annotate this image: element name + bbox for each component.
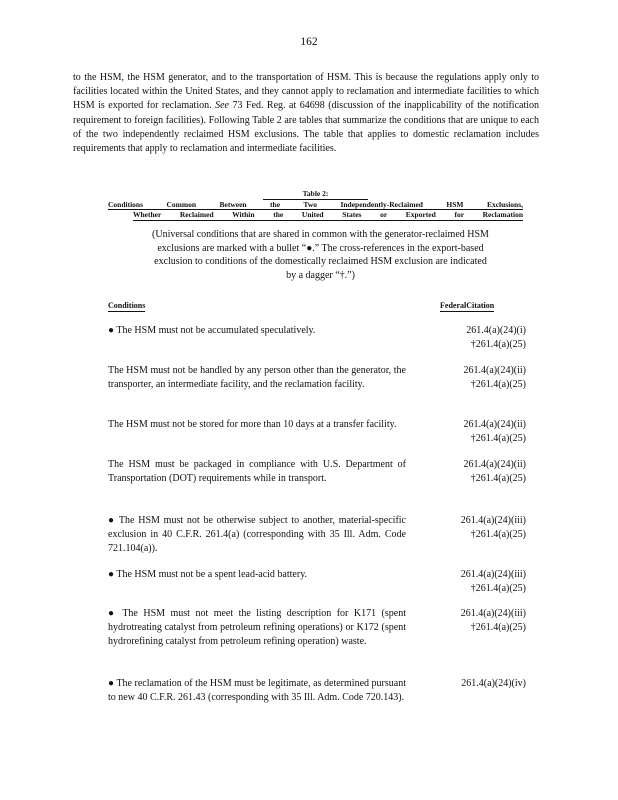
citation-dagger: †261.4(a)(25) [470,379,526,391]
table-caption-line-3: Whether Reclaimed Within the United States or Exported for Reclamation [133,210,523,219]
citation-dagger: †261.4(a)(25) [470,529,526,541]
citation-primary: 261.4(a)(24)(iii) [460,515,526,526]
row-citation [438,568,526,596]
row-condition: The HSM must be packaged in compliance with U.S. Department of Transportation (DOT) requirements while in transport. [108,459,406,485]
column-header-conditions: Conditions [108,301,146,310]
citation-dagger: †261.4(a)(25) [470,622,526,634]
citation-primary: 261.4(a)(24)(iv) [461,678,526,689]
citation-primary: 261.4(a)(24)(ii) [463,365,526,376]
row-condition: The HSM must not be handled by any person other than the generator, the transporter, an intermediate facility, and the reclamation facility. [108,365,406,391]
page-number: 162 [300,36,318,48]
citation-primary: 261.4(a)(24)(ii) [463,459,526,470]
citation-dagger: †261.4(a)(25) [470,433,526,445]
citation-dagger: †261.4(a)(25) [470,339,526,351]
row-condition: ● The HSM must not be a spent lead-acid battery. [108,569,308,580]
citation-dagger: †261.4(a)(25) [470,473,526,485]
citation-dagger: †261.4(a)(25) [470,583,526,595]
row-citation [438,324,526,352]
row-citation [438,514,526,542]
row-citation [438,364,526,392]
column-header-citation: FederalCitation [440,301,495,310]
citation-primary: 261.4(a)(24)(ii) [463,419,526,430]
row-condition: ● The HSM must not be accumulated speculatively. [108,325,316,336]
row-citation [438,607,526,635]
citation-primary: 261.4(a)(24)(iii) [460,608,526,619]
table-caption-line-1: Table 2: [263,189,368,200]
row-condition: The HSM must not be stored for more than 10 days at a transfer facility. [108,419,397,430]
row-citation [438,677,526,691]
see-signal: See [215,100,229,112]
table-caption-line-2: Conditions Common Between the Two Independently-Reclaimed HSM Exclusions, [108,200,523,209]
intro-text-2: 73 Fed. Reg. at 64698 (discussion of the inapplicability of the notification requirement to foreign facilities). Following Table 2 are tables that summarize the conditions that are unique to each of the two independently reclaimed HSM exclusions. The table that applies to domestic reclamation includes requirements that apply to reclamation and intermediate facilities. [73,100,540,155]
row-condition: ● The HSM must not be otherwise subject to another, material-specific exclusion in 40 C.F.R. 261.4(a) (corresponding with 35 Ill. Adm. Code 721.104(a)). [108,515,406,555]
row-citation [438,458,526,486]
table-note: (Universal conditions that are shared in common with the generator-reclaimed HSM exclusions are marked with a bullet “●.” The cross-references in the export-based exclusion to conditions of the domestically reclaimed HSM exclusion are indicated by a dagger “†.”) [152,229,489,281]
row-condition: ● The reclamation of the HSM must be legitimate, as determined pursuant to new 40 C.F.R. 261.43 (corresponding with 35 Ill. Adm. Code 720.143). [108,678,406,704]
intro-text-1: to the HSM, the HSM generator, and to the transportation of HSM. This is because the regulations apply only to facilities located within the United States, and they cannot apply to reclamation and intermediate facilities to which HSM is exported for reclamation. [73,72,539,112]
citation-primary: 261.4(a)(24)(iii) [460,569,526,580]
citation-primary: 261.4(a)(24)(i) [466,325,526,336]
row-citation [438,418,526,446]
row-condition: ● The HSM must not meet the listing description for K171 (spent hydrotreating catalyst from petroleum refining operations) or K172 (spent hydrorefining catalyst from petroleum refining operation) waste. [108,608,406,648]
